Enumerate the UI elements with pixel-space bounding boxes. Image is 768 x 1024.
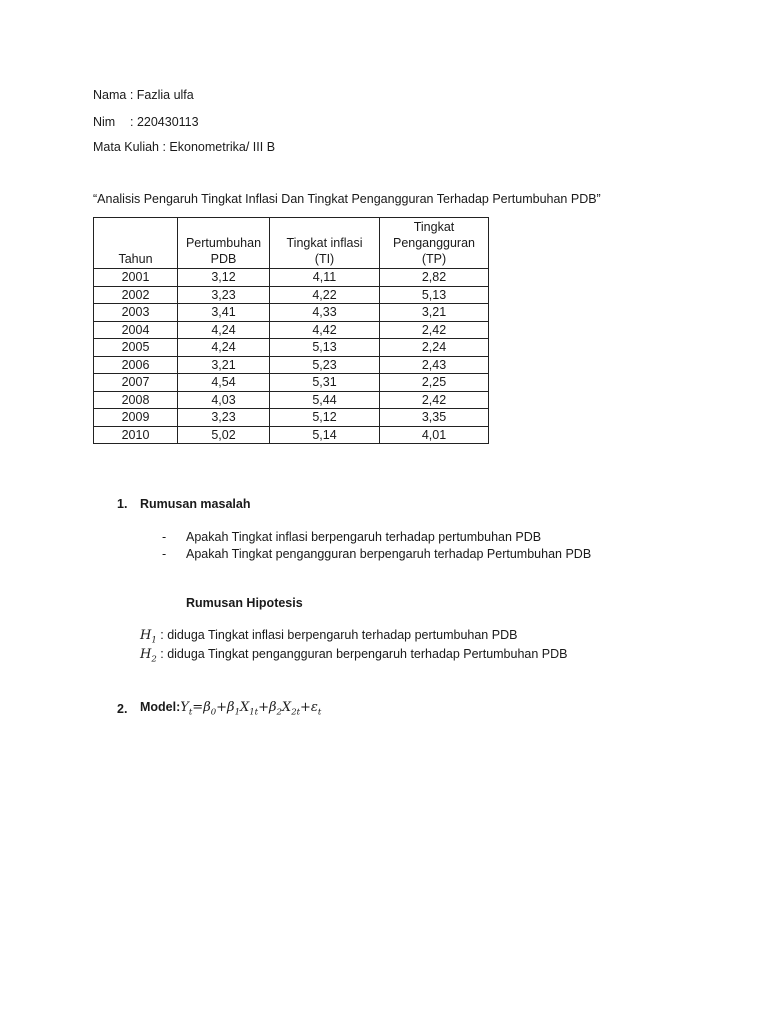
header-tahun-label: Tahun [118, 252, 153, 266]
h2-subscript: 2 [151, 654, 157, 665]
cell-pdb: 3,12 [178, 269, 270, 287]
hypothesis-h1 [140, 628, 517, 646]
data-table [93, 217, 489, 444]
table-row [94, 391, 489, 409]
table-row [94, 339, 489, 357]
cell-tahun: 2006 [94, 356, 178, 374]
list-item: Apakah Tingkat pengangguran berpengaruh terhadap Pertumbuhan PDB [186, 547, 592, 561]
cell-pdb: 4,03 [178, 391, 270, 409]
cell-inflasi: 4,11 [270, 269, 380, 287]
cell-pdb: 4,24 [178, 321, 270, 339]
header-inflasi-line1: Tingkat inflasi [286, 236, 363, 250]
h2-text: : diduga Tingkat pengangguran berpengaruh terhadap Pertumbuhan PDB [160, 647, 568, 661]
cell-pengangguran: 5,13 [380, 286, 489, 304]
list-item: Apakah Tingkat inflasi berpengaruh terhadap pertumbuhan PDB [186, 530, 542, 544]
header-pengangguran-line3: (TP) [421, 252, 447, 266]
table-row [94, 304, 489, 322]
section-2-number: 2. [117, 702, 128, 716]
cell-pengangguran: 2,25 [380, 374, 489, 392]
cell-pdb: 3,23 [178, 409, 270, 427]
cell-tahun: 2005 [94, 339, 178, 357]
hypothesis-h2 [140, 647, 568, 665]
model-equation: $Y_t=\beta_0+\beta_1X_{1t}+\beta_2X_{2t}+\varepsilon_t$ [180, 700, 322, 718]
cell-inflasi: 5,44 [270, 391, 380, 409]
cell-pdb: 3,21 [178, 356, 270, 374]
header-pdb-line2: PDB [210, 252, 237, 266]
cell-tahun: 2010 [94, 426, 178, 444]
cell-inflasi: 5,12 [270, 409, 380, 427]
table-header-row [94, 218, 489, 269]
cell-pdb: 3,23 [178, 286, 270, 304]
header-pengangguran-line2: Pengangguran [392, 236, 476, 250]
cell-inflasi: 4,42 [270, 321, 380, 339]
section-2-heading: Model: [140, 700, 181, 714]
header-inflasi [270, 218, 380, 269]
hypothesis-heading: Rumusan Hipotesis [186, 596, 303, 610]
table-row [94, 286, 489, 304]
cell-tahun: 2001 [94, 269, 178, 287]
cell-pdb: 4,54 [178, 374, 270, 392]
header-pdb [178, 218, 270, 269]
table-row [94, 374, 489, 392]
cell-inflasi: 5,14 [270, 426, 380, 444]
document-title: “Analisis Pengaruh Tingkat Inflasi Dan Tingkat Pengangguran Terhadap Pertumbuhan PDB” [93, 192, 601, 206]
table-row [94, 409, 489, 427]
cell-tahun: 2008 [94, 391, 178, 409]
h1-text: : diduga Tingkat inflasi berpengaruh terhadap pertumbuhan PDB [160, 628, 518, 642]
section-1-heading: Rumusan masalah [140, 497, 251, 511]
cell-pengangguran: 4,01 [380, 426, 489, 444]
h1-symbol [140, 628, 157, 646]
table-row [94, 321, 489, 339]
cell-inflasi: 5,13 [270, 339, 380, 357]
nim-value: : 220430113 [130, 115, 199, 129]
cell-pengangguran: 2,43 [380, 356, 489, 374]
table-row [94, 356, 489, 374]
h1-subscript: 1 [151, 635, 157, 646]
cell-pengangguran: 2,82 [380, 269, 489, 287]
list-bullet: - [162, 530, 167, 544]
header-pengangguran-line1: Tingkat [413, 220, 455, 234]
cell-inflasi: 4,33 [270, 304, 380, 322]
cell-inflasi: 4,22 [270, 286, 380, 304]
section-1-number: 1. [117, 497, 128, 511]
h2-symbol [140, 647, 157, 665]
cell-pengangguran: 2,24 [380, 339, 489, 357]
cell-tahun: 2007 [94, 374, 178, 392]
cell-pdb: 3,41 [178, 304, 270, 322]
cell-pengangguran: 2,42 [380, 321, 489, 339]
header-pengangguran [380, 218, 489, 269]
h2-letter: H [140, 647, 152, 662]
cell-pengangguran: 2,42 [380, 391, 489, 409]
h1-letter: H [140, 628, 152, 643]
student-nim [93, 115, 199, 129]
course-name: Mata Kuliah : Ekonometrika/ III B [93, 140, 276, 154]
header-inflasi-line2: (TI) [314, 252, 335, 266]
student-name: Nama : Fazlia ulfa [93, 88, 194, 102]
list-bullet: - [162, 547, 167, 561]
cell-pengangguran: 3,21 [380, 304, 489, 322]
cell-tahun: 2003 [94, 304, 178, 322]
model-line [140, 700, 321, 718]
cell-inflasi: 5,23 [270, 356, 380, 374]
cell-tahun: 2009 [94, 409, 178, 427]
header-pdb-line1: Pertumbuhan [185, 236, 262, 250]
table-row [94, 269, 489, 287]
cell-pengangguran: 3,35 [380, 409, 489, 427]
table-row [94, 426, 489, 444]
nim-label: Nim [93, 115, 116, 129]
cell-inflasi: 5,31 [270, 374, 380, 392]
cell-tahun: 2004 [94, 321, 178, 339]
cell-pdb: 4,24 [178, 339, 270, 357]
cell-pdb: 5,02 [178, 426, 270, 444]
cell-tahun: 2002 [94, 286, 178, 304]
header-tahun [94, 218, 178, 269]
